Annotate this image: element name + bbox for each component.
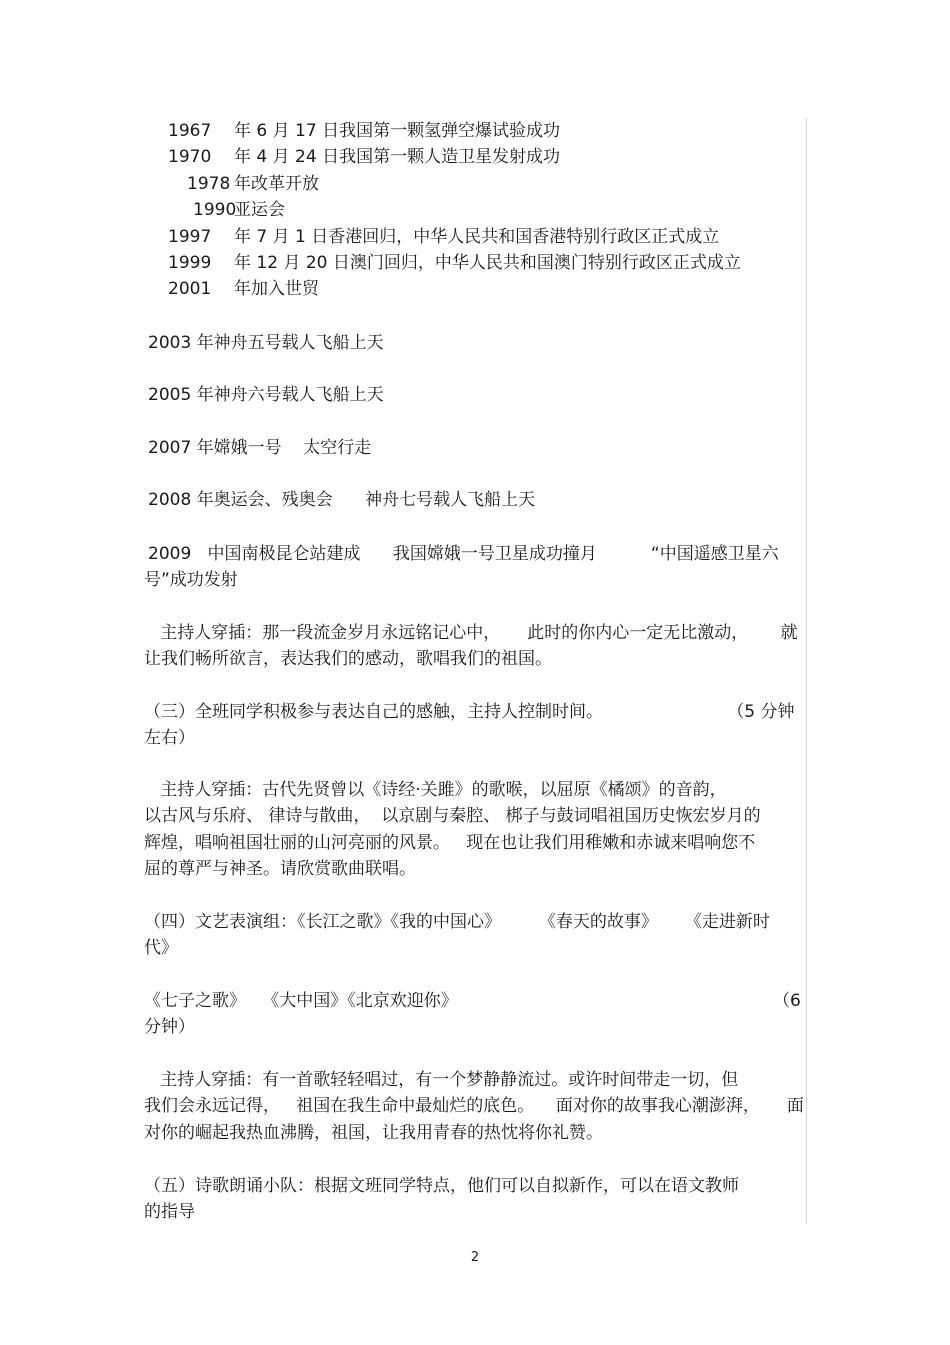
section-4-songs: 《七子之歌》 《大中国》《北京欢迎你》 (144, 991, 458, 1011)
section-5-heading: （五）诗歌朗诵小队：根据文班同学特点，他们可以自拟新作，可以在语文教师 (144, 1176, 739, 1196)
host-interlude-1: 主持人穿插：那一段流金岁月永远铭记心中， 此时的你内心一定无比激动， 就 (144, 623, 798, 643)
timeline-item-1967: 1967 年 6 月 17 日我国第一颗氢弹空爆试验成功 (168, 121, 561, 141)
host-interlude-2-line4: 屈的尊严与神圣。请欣赏歌曲联唱。 (144, 859, 416, 879)
host-interlude-2-line2: 以古风与乐府、 律诗与散曲， 以京剧与秦腔、 梆子与鼓词唱祖国历史恢宏岁月的 (144, 806, 761, 826)
host-interlude-2: 主持人穿插：古代先贤曾以《诗经·关雎》的歌喉，以屈原《橘颂》的音韵， (144, 780, 727, 800)
timeline-item-2001: 2001 年加入世贸 (168, 279, 319, 299)
timeline-item-1999: 1999 年 12 月 20 日澳门回归，中华人民共和国澳门特别行政区正式成立 (168, 253, 741, 273)
section-4-time: （6 (773, 991, 801, 1011)
host-interlude-1-cont: 让我们畅所欲言，表达我们的感动，歌唱我们的祖国。 (144, 649, 552, 669)
section-5-cont: 的指导 (144, 1202, 195, 1222)
section-4-cont: 代》 (144, 938, 178, 958)
section-4-heading: （四）文艺表演组：《长江之歌》《我的中国心》 《春天的故事》 《走进新时 (144, 912, 770, 932)
host-interlude-3-line3: 对你的崛起我热血沸腾，祖国，让我用青春的热忱将你礼赞。 (144, 1123, 603, 1143)
section-3-cont: 左右） (144, 728, 195, 748)
host-interlude-2-line3: 辉煌，唱响祖国壮丽的山河亮丽的风景。 现在也让我们用稚嫩和赤诚来唱响您不 (144, 833, 756, 853)
timeline-item-2003: 2003 年神舟五号载人飞船上天 (148, 333, 384, 353)
section-4-time-cont: 分钟） (144, 1017, 195, 1037)
timeline-item-2009: 2009 中国南极昆仑站建成 我国嫦娥一号卫星成功撞月 “中国遥感卫星六 (148, 544, 779, 564)
timeline-item-1997: 1997 年 7 月 1 日香港回归，中华人民共和国香港特别行政区正式成立 (168, 227, 720, 247)
timeline-item-2009-cont: 号”成功发射 (144, 570, 238, 590)
timeline-item-2007: 2007 年嫦娥一号 太空行走 (148, 438, 372, 458)
page-number: 2 (470, 1250, 480, 1265)
timeline-item-2008: 2008 年奥运会、残奥会 神舟七号载人飞船上天 (148, 490, 536, 510)
host-interlude-3-line2: 我们会永远记得， 祖国在我生命中最灿烂的底色。 面对你的故事我心潮澎湃， 面 (144, 1096, 804, 1116)
timeline-item-2005: 2005 年神舟六号载人飞船上天 (148, 385, 384, 405)
section-3-heading: （三）全班同学积极参与表达自己的感触，主持人控制时间。 （5 分钟 (144, 702, 795, 722)
host-interlude-3: 主持人穿插：有一首歌轻轻唱过，有一个梦静静流过。或许时间带走一切，但 (144, 1070, 739, 1090)
timeline-item-1970: 1970 年 4 月 24 日我国第一颗人造卫星发射成功 (168, 147, 561, 167)
timeline-item-1990: 1990亚运会 (193, 200, 285, 220)
timeline-item-1978: 1978 年改革开放 (187, 174, 319, 194)
right-margin-rule (806, 118, 807, 1224)
